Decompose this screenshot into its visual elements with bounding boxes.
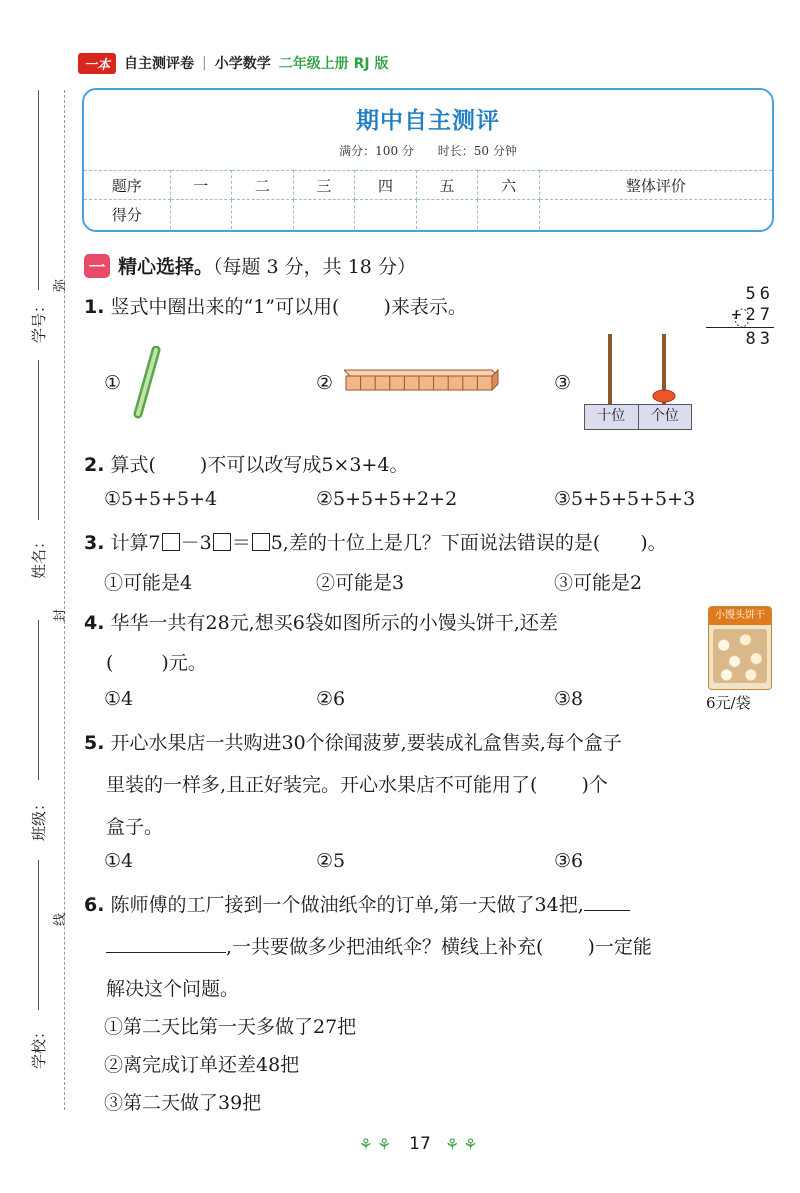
question-text: )。 xyxy=(640,532,667,554)
addend-1: 56 xyxy=(745,284,774,304)
q3-option-3[interactable]: ③可能是2 xyxy=(554,572,643,594)
sprout-decoration-icon: ⚘⚘ xyxy=(358,1134,396,1154)
publisher-logo: 一本 xyxy=(78,53,116,74)
score-header-cell: 整体评价 xyxy=(539,171,772,200)
question-text: ＝ xyxy=(231,532,251,554)
addend-2: +27 xyxy=(731,305,774,325)
score-cell[interactable] xyxy=(355,200,417,229)
seal-char-3: 线 xyxy=(53,912,69,927)
score-row-label: 得分 xyxy=(84,200,170,229)
abacus-base xyxy=(584,404,692,430)
section-title: 精心选择。 xyxy=(118,256,214,278)
question-number: 4. xyxy=(84,612,105,634)
question-2 xyxy=(84,450,408,477)
question-text: )元。 xyxy=(161,652,207,674)
series-name: 自主测评卷 xyxy=(124,56,195,72)
question-text: 竖式中圈出来的“1”可以用( xyxy=(110,296,340,318)
duration: 时长：50 分钟 xyxy=(437,144,517,158)
q2-option-1[interactable]: ①5+5+5+4 xyxy=(104,488,218,510)
question-3 xyxy=(84,528,667,555)
question-6-line-3 xyxy=(106,974,239,1001)
subject-name: 小学数学 xyxy=(214,56,271,72)
full-score: 满分：100 分 xyxy=(339,144,414,158)
score-header-cell: 六 xyxy=(478,171,540,200)
digit-box[interactable] xyxy=(213,533,231,551)
q1-option-2-mark[interactable]: ② xyxy=(316,372,334,394)
q6-option-2[interactable]: ②离完成订单还差48把 xyxy=(104,1054,300,1076)
question-text: 开心水果店一共购进30个徐闻菠萝,要装成礼盒售卖,每个盒子 xyxy=(110,732,622,754)
question-5-line-3 xyxy=(106,812,163,839)
student-id-label: 学号： xyxy=(30,297,49,344)
name-label: 姓名： xyxy=(30,533,49,580)
question-number: 5. xyxy=(84,732,105,754)
score-cell[interactable] xyxy=(232,200,294,229)
q2-option-3[interactable]: ③5+5+5+5+3 xyxy=(554,488,696,510)
score-table-score-row xyxy=(84,200,772,229)
question-text: )个 xyxy=(581,774,608,796)
exam-meta xyxy=(84,142,772,159)
q4-option-1[interactable]: ①4 xyxy=(104,688,134,710)
name-line xyxy=(38,360,39,520)
sum-result: 83 xyxy=(745,329,774,349)
question-text: 里装的一样多,且正好装完。开心水果店不可能用了( xyxy=(106,774,538,796)
question-6-line-1 xyxy=(84,890,630,917)
q1-option-3-mark[interactable]: ③ xyxy=(554,372,572,394)
question-text: 算式( xyxy=(110,454,156,476)
question-text: )不可以改写成5×3+4。 xyxy=(199,454,409,476)
question-number: 1. xyxy=(84,296,105,318)
score-header-cell: 五 xyxy=(416,171,478,200)
question-text: －3 xyxy=(180,532,212,554)
abacus xyxy=(584,330,692,430)
score-header-cell: 二 xyxy=(232,171,294,200)
digit-box[interactable] xyxy=(252,533,270,551)
score-header-cell: 题序 xyxy=(84,171,170,200)
seal-char-2: 封 xyxy=(53,608,69,623)
question-text: 盒子。 xyxy=(106,816,164,838)
fill-in-line[interactable] xyxy=(106,952,226,953)
score-cell[interactable] xyxy=(416,200,478,229)
section-badge: 一 xyxy=(84,254,110,278)
seal-char-1: 弥 xyxy=(53,278,69,293)
score-header-cell: 四 xyxy=(355,171,417,200)
q6-option-3[interactable]: ③第二天做了39把 xyxy=(104,1092,262,1114)
q5-option-3[interactable]: ③6 xyxy=(554,850,584,872)
question-text: 解决这个问题。 xyxy=(106,978,240,1000)
student-id-line xyxy=(38,90,39,290)
header-separator: | xyxy=(202,55,207,71)
digit-box[interactable] xyxy=(162,533,180,551)
page-number: 17 xyxy=(409,1134,431,1154)
question-5-line-1 xyxy=(84,728,622,755)
grade-label: 二年级上册 RJ 版 xyxy=(278,56,389,72)
question-4-line-1 xyxy=(84,608,558,635)
fill-in-line[interactable] xyxy=(584,910,630,911)
page-footer xyxy=(330,1134,510,1154)
single-stick-icon xyxy=(130,346,164,420)
sprout-decoration-icon: ⚘⚘ xyxy=(444,1134,482,1154)
question-text: ,一共要做多少把油纸伞？横线上补充( xyxy=(226,936,544,958)
score-header-cell: 一 xyxy=(170,171,232,200)
score-cell[interactable] xyxy=(478,200,540,229)
abacus-rods xyxy=(584,330,692,406)
question-6-line-2 xyxy=(106,932,652,959)
question-text: 陈师傅的工厂接到一个做油纸伞的订单,第一天做了34把, xyxy=(110,894,584,916)
q4-option-2[interactable]: ②6 xyxy=(316,688,346,710)
cookie-pieces xyxy=(713,629,767,683)
class-label: 班级： xyxy=(30,795,49,842)
cookie-price: 6元/袋 xyxy=(706,694,751,712)
q5-option-2[interactable]: ②5 xyxy=(316,850,346,872)
ten-rod-icon xyxy=(344,368,500,394)
question-text: 华华一共有28元,想买6袋如图所示的小馒头饼干,还差 xyxy=(110,612,558,634)
question-1 xyxy=(84,292,467,319)
exam-title-box xyxy=(82,88,774,232)
section-note: （每题 3 分，共 18 分） xyxy=(213,256,416,278)
question-number: 3. xyxy=(84,532,105,554)
score-table-header-row xyxy=(84,171,772,200)
q4-option-3[interactable]: ③8 xyxy=(554,688,584,710)
question-5-line-2 xyxy=(106,770,608,797)
class-line xyxy=(38,620,39,780)
score-table xyxy=(84,170,772,229)
score-cell[interactable] xyxy=(170,200,232,229)
abacus-tens-label: 十位 xyxy=(585,405,639,429)
score-cell[interactable] xyxy=(539,200,772,229)
question-number: 6. xyxy=(84,894,105,916)
page-header xyxy=(78,52,388,74)
q1-option-1-mark[interactable]: ① xyxy=(104,372,122,394)
cookie-package-image xyxy=(708,606,772,690)
question-text: 计算7 xyxy=(110,532,161,554)
abacus-ones-label: 个位 xyxy=(650,408,679,424)
question-text: )来表示。 xyxy=(383,296,467,318)
section-header xyxy=(84,252,416,279)
school-line xyxy=(38,860,39,1010)
q5-option-1[interactable]: ①4 xyxy=(104,850,134,872)
question-text: )一定能 xyxy=(587,936,652,958)
question-text: 5,差的十位上是几？下面说法错误的是( xyxy=(270,532,601,554)
q2-option-2[interactable]: ②5+5+5+2+2 xyxy=(316,488,458,510)
q3-option-2[interactable]: ②可能是3 xyxy=(316,572,405,594)
question-4-line-2 xyxy=(106,648,207,675)
exam-title: 期中自主测评 xyxy=(356,108,500,134)
question-text: ( xyxy=(106,652,114,674)
question-number: 2. xyxy=(84,454,105,476)
binding-dash-line xyxy=(64,90,65,1110)
circled-one-marker xyxy=(732,306,752,330)
school-label: 学校： xyxy=(30,1023,49,1070)
score-cell[interactable] xyxy=(293,200,355,229)
q6-option-1[interactable]: ①第二天比第一天多做了27把 xyxy=(104,1016,357,1038)
score-header-cell: 三 xyxy=(293,171,355,200)
cookie-package-label: 小馒头饼干 xyxy=(709,607,771,625)
q3-option-1[interactable]: ①可能是4 xyxy=(104,572,193,594)
